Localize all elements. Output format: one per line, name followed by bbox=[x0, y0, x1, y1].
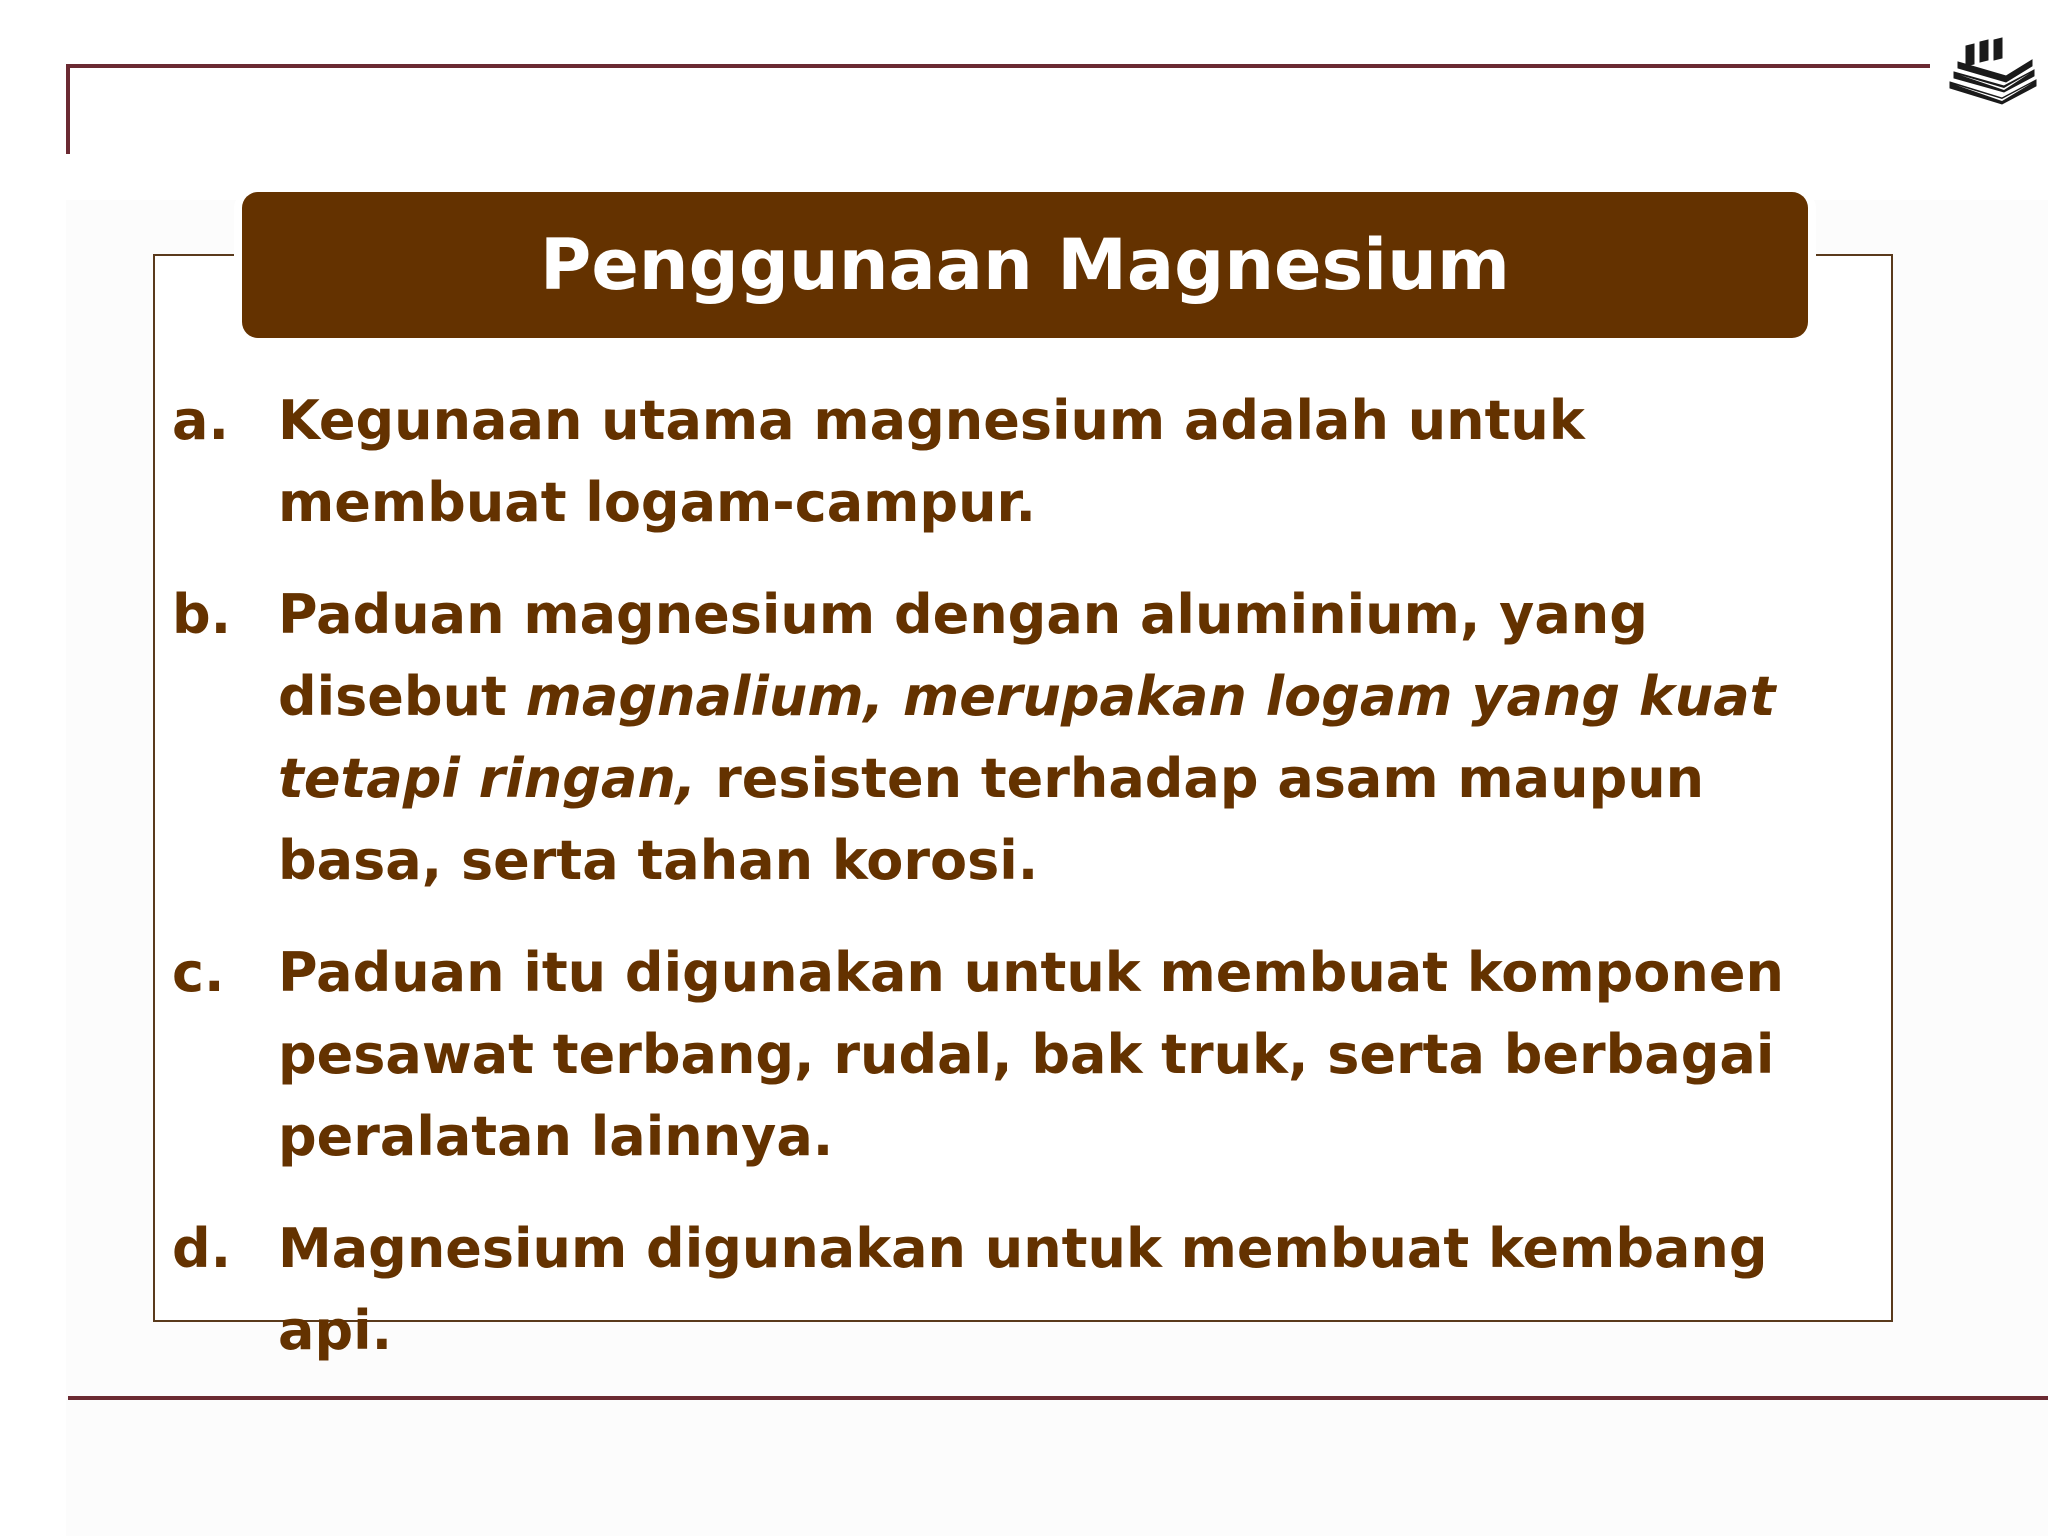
slide-title: Penggunaan Magnesium bbox=[540, 224, 1510, 306]
list-item-text: Paduan magnesium dengan aluminium, yang disebut bbox=[278, 583, 1648, 728]
bottom-rule bbox=[68, 1396, 2048, 1400]
list-item-text: Magnesium digunakan untuk membuat kembang api. bbox=[278, 1217, 1768, 1362]
list-item bbox=[172, 1208, 1872, 1372]
list-marker: b. bbox=[172, 583, 232, 646]
list-item-italic-text: magnalium, merupakan logam yang kuat tetapi ringan, bbox=[278, 665, 1776, 810]
books-icon bbox=[1944, 36, 2040, 106]
list-marker: a. bbox=[172, 389, 229, 452]
list-item-text: resisten terhadap asam maupun basa, serta tahan korosi. bbox=[278, 747, 1705, 892]
top-left-rule bbox=[66, 64, 70, 154]
list-item bbox=[172, 932, 1872, 1178]
list-item bbox=[172, 574, 1872, 902]
list-item-text: Paduan itu digunakan untuk membuat komponen pesawat terbang, rudal, bak truk, serta berbagai peralatan lainnya. bbox=[278, 941, 1784, 1168]
top-rule bbox=[68, 64, 1930, 68]
list-item-text: Kegunaan utama magnesium adalah untuk membuat logam-campur. bbox=[278, 389, 1585, 534]
title-banner bbox=[242, 192, 1808, 338]
list-marker: c. bbox=[172, 941, 225, 1004]
usage-list bbox=[172, 380, 1872, 1402]
list-item bbox=[172, 380, 1872, 544]
list-marker: d. bbox=[172, 1217, 232, 1280]
